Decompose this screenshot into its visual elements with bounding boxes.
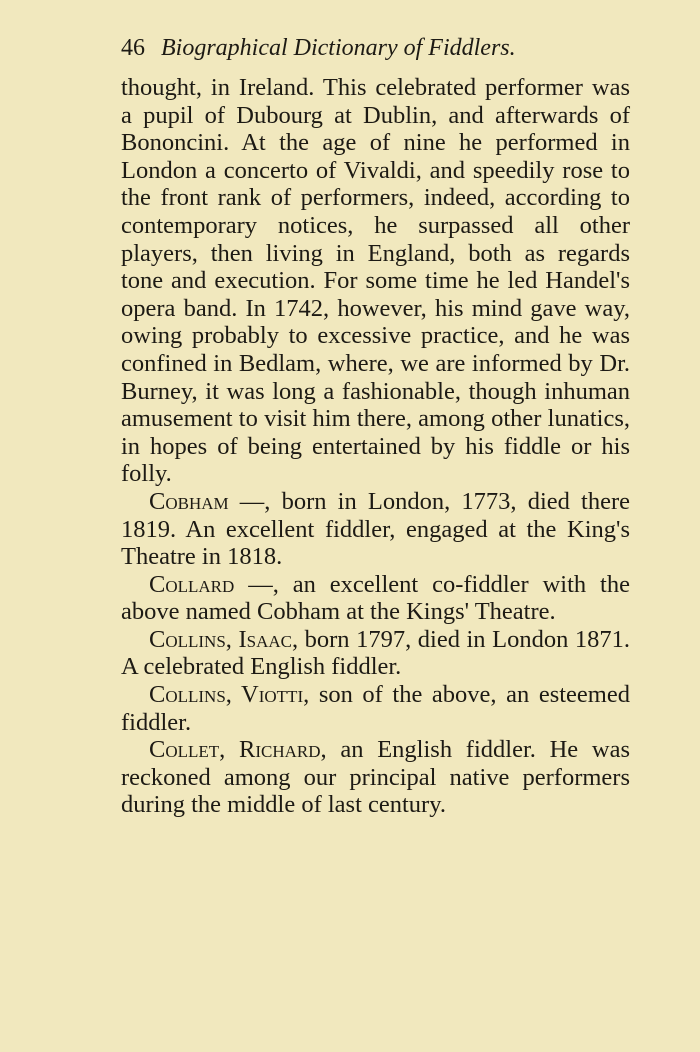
entry-continuation: [121, 74, 630, 488]
entry-text: son of the above, an esteemed fiddler.: [121, 681, 630, 736]
entry-text: —, born in London, 1773, died there 1819. An excellent fiddler, engaged at the King's Theatre in 1818.: [121, 487, 630, 571]
entry-collet-richard: [121, 736, 630, 819]
entry-name: Collard: [149, 570, 235, 598]
entry-collard: [121, 571, 630, 626]
entry-name: Collins, Viotti,: [149, 681, 310, 709]
entry-text: an English fiddler. He was reckoned among our principal native performers during the middle of last century.: [121, 736, 630, 819]
entry-name: Cobham: [149, 487, 229, 515]
page-header: [121, 28, 630, 74]
entry-text: —, an excellent co-fiddler with the above named Cobham at the Kings' Theatre.: [121, 570, 630, 626]
entry-text: thought, in Ireland. This celebrated performer was a pupil of Dubourg at Dublin, and afterwards of Bononcini. At the age of nine he performed in London a concerto of Vivaldi, and speedily rose to the front rank of performers, indeed, according to contemporary notices, he surpassed all other players, then living in England, both as regards tone and execution. For some time he led Handel's opera band. In 1742, however, his mind gave way, owing probably to excessive practice, and he was confined in Bedlam, where, we are informed by Dr. Burney, it was long a fashionable, though inhuman amusement to visit him there, among other lunatics, in hopes of being entertained by his fiddle or his folly.: [121, 74, 630, 488]
entry-collins-viotti: [121, 681, 630, 736]
entry-cobham: [121, 488, 630, 571]
page-number: 46: [121, 35, 145, 61]
entry-name: Collet, Richard,: [149, 736, 327, 764]
entry-name: Collins, Isaac,: [149, 625, 299, 653]
running-title: Biographical Dictionary of Fiddlers.: [161, 35, 516, 61]
entry-text: born 1797, died in London 1871. A celebrated English fiddler.: [121, 625, 630, 681]
entry-collins-isaac: [121, 626, 630, 681]
